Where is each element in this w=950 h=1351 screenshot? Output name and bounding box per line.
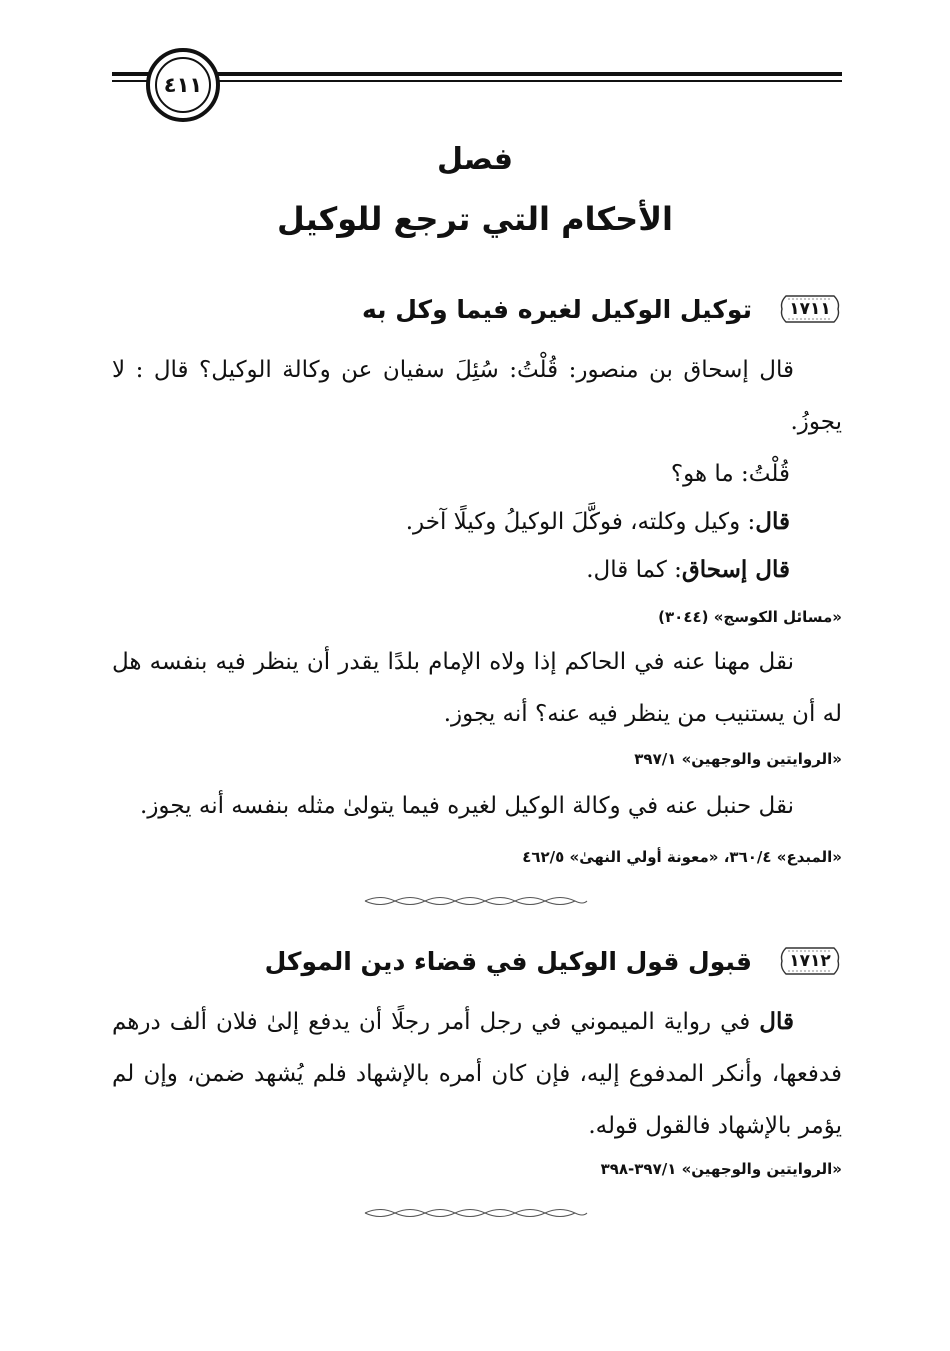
- speaker-label: قُلْتُ: [748, 461, 790, 487]
- dialogue-text: : وكيل وكلته، فوكَّلَ الوكيلُ وكيلًا آخر.: [405, 509, 756, 535]
- paragraph: قال إسحاق بن منصور: قُلْتُ: سُئِلَ سفيان عن وكالة الوكيل؟ قال : لا يجوزُ.: [112, 357, 842, 435]
- section-divider-ornament: [355, 1206, 595, 1220]
- section-number: ١٧١١: [789, 299, 831, 319]
- paragraph: نقل مهنا عنه في الحاكم إذا ولاه الإمام بلدًا يقدر أن ينظر فيه بنفسه هل له أن يستنيب من ينظر فيه عنه؟ أنه يجوز.: [112, 649, 842, 727]
- page-number-circle: [146, 48, 220, 122]
- paragraph: نقل حنبل عنه في وكالة الوكيل لغيره فيما يتولىٰ مثله بنفسه أنه يجوز.: [140, 793, 794, 819]
- section-header: [112, 292, 842, 326]
- dialogue-line: [60, 496, 790, 548]
- speaker-label: قال: [755, 508, 790, 535]
- section-number-badge: [778, 944, 842, 978]
- speaker-label: قال إسحاق: [681, 556, 790, 583]
- section-divider-ornament: [355, 894, 595, 908]
- source-reference: «المبدع» ٣٦٠/٤، «معونة أولي النهىٰ» ٤٦٢/٥: [522, 848, 842, 866]
- section-number-badge: [778, 292, 842, 326]
- source-reference: «الروايتين والوجهين» ٣٩٧/١-٣٩٨: [600, 1160, 842, 1178]
- section-title: توكيل الوكيل لغيره فيما وكل به: [361, 294, 752, 324]
- header-rule: [112, 72, 842, 86]
- section-number: ١٧١٢: [789, 951, 831, 971]
- speaker-label: قال: [759, 1008, 794, 1035]
- paragraph-text: في رواية الميموني في رجل أمر رجلًا أن يدفع إلىٰ فلان ألف درهم فدفعها، وأنكر المدفوع إليه، فإن كان أمره بالإشهاد فلم يُشهد ضمن، وإن لم يؤمر بالإشهاد فالقول قوله.: [112, 1009, 842, 1139]
- page-number: ٤١١: [163, 73, 203, 97]
- dialogue-line: [60, 448, 790, 500]
- source-reference: «الروايتين والوجهين» ٣٩٧/١: [634, 750, 842, 768]
- dialogue-line: [60, 544, 790, 596]
- dialogue-text: : كما قال.: [586, 557, 682, 583]
- dialogue-text: : ما هو؟: [670, 461, 749, 487]
- section-header: [112, 944, 842, 978]
- source-reference: «مسائل الكوسج» (٣٠٤٤): [658, 608, 842, 626]
- section-title: قبول قول الوكيل في قضاء دين الموكل: [264, 946, 752, 976]
- paragraph: [112, 996, 842, 1152]
- chapter-label: فصل: [437, 142, 513, 177]
- chapter-title: الأحكام التي ترجع للوكيل: [277, 200, 673, 238]
